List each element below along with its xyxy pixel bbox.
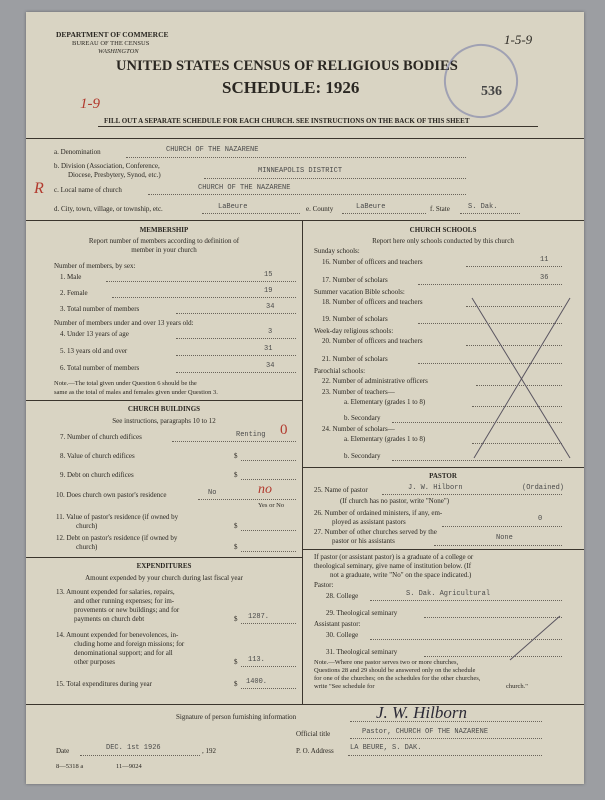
ordained-ministers-label: 26. Number of ordained ministers, if any, em- (314, 509, 443, 517)
date-label: Date (56, 747, 70, 755)
bureau-label: BUREAU OF THE CENSUS (72, 40, 150, 47)
other-churches-value: None (496, 534, 513, 542)
total-expenditures-value: 1400. (246, 678, 268, 686)
pastor-name-value: J. W. Hilborn (408, 484, 463, 492)
expense-14-line-2: cluding home and foreign missions; for (74, 640, 185, 648)
pastor-note-4: write "See schedule for (314, 683, 375, 690)
date-year-suffix: , 192 (202, 747, 216, 755)
division-value: MINNEAPOLIS DISTRICT (258, 167, 343, 175)
denomination-label: a. Denomination (54, 148, 101, 156)
debt-residence-dollar: $ (234, 543, 238, 551)
membership-note-2: same as the total of males and females given under Question 3. (54, 389, 218, 396)
state-label: f. State (430, 205, 450, 213)
assistant-college-label: 30. College (326, 631, 359, 639)
under-13-value: 3 (268, 328, 273, 336)
buildings-intro: See instructions, paragraphs 10 to 12 (112, 417, 216, 425)
official-title-label: Official title (296, 730, 331, 738)
debt-edifices-label: 9. Debt on church edifices (60, 471, 134, 479)
schools-intro: Report here only schools conducted by this church (372, 237, 514, 245)
value-edifices-dollar: $ (234, 452, 238, 460)
total-members-label: 3. Total number of members (60, 305, 140, 313)
over-13-value: 31 (264, 345, 273, 353)
division-label: b. Division (Association, Conference, (54, 162, 160, 170)
handwritten-note-left: 1-9 (80, 96, 100, 112)
expense-14-line-4: other purposes (74, 658, 116, 666)
ordained-ministers-value: 0 (538, 515, 543, 523)
other-churches-label: 27. Number of other churches served by the (314, 528, 437, 536)
pastor-residence-red-mark: no (258, 482, 272, 497)
local-name-value: CHURCH OF THE NAZARENE (198, 184, 291, 192)
schedule-title: SCHEDULE: 1926 (222, 78, 360, 97)
teachers-label: 23. Number of teachers— (322, 388, 395, 396)
city-town-value: LaBeure (218, 203, 248, 211)
summer-scholars-label: 19. Number of scholars (322, 315, 388, 323)
sunday-officers-value: 11 (540, 256, 549, 264)
pastor-note-1: Note.—Where one pastor serves two or more churches, (314, 659, 459, 666)
sunday-officers-label: 16. Number of officers and teachers (322, 258, 423, 266)
debt-edifices-dollar: $ (234, 471, 238, 479)
female-value: 19 (264, 287, 273, 295)
expense-13-value: 1287. (248, 613, 270, 621)
signature-label: Signature of person furnishing information (176, 713, 297, 721)
membership-intro-2: member in your church (131, 246, 197, 254)
membership-title: MEMBERSHIP (139, 226, 189, 234)
division-label-2: Diocese, Presbytery, Synod, etc.) (68, 171, 161, 179)
other-churches-label-2: pastor or his assistants (332, 537, 395, 545)
denomination-value: CHURCH OF THE NAZARENE (166, 146, 259, 154)
yes-no-hint: Yes or No (258, 502, 285, 509)
expense-14-dollar: $ (234, 658, 238, 666)
female-label: 2. Female (60, 289, 88, 297)
total-members-2-label: 6. Total number of members (60, 364, 140, 372)
expense-13-line-2: and other running expenses; for im- (74, 597, 175, 605)
pastor-note-3: for one of the churches; on the schedules for the other churches, (314, 675, 481, 682)
signature: J. W. Hilborn (376, 703, 467, 722)
date-value: DEC. 1st 1926 (106, 744, 161, 752)
total-members-value: 34 (266, 303, 275, 311)
over-13-label: 5. 13 years old and over (60, 347, 128, 355)
expense-13-line-4: payments on church debt (74, 615, 145, 623)
assistant-strike-mark (504, 614, 564, 662)
graduate-note-1: If pastor (or assistant pastor) is a graduate of a college or (314, 553, 474, 561)
value-residence-label-2: church) (76, 522, 98, 530)
membership-intro-1: Report number of members according to definition of (88, 237, 240, 245)
fill-out-instruction: FILL OUT A SEPARATE SCHEDULE FOR EACH CHURCH. SEE INSTRUCTIONS ON THE BACK OF THIS SHEET (104, 117, 470, 125)
under-13-label: 4. Under 13 years of age (60, 330, 129, 338)
expense-13-line-1: 13. Amount expended for salaries, repairs, (56, 588, 175, 596)
weekday-officers-label: 20. Number of officers and teachers (322, 337, 423, 345)
graduate-note-2: theological seminary, give name of institution below. (If (314, 562, 472, 570)
po-address-value: LA BEURE, S. DAK. (350, 744, 422, 752)
local-name-label: c. Local name of church (54, 186, 122, 194)
total-members-2-value: 34 (266, 362, 275, 370)
male-value: 15 (264, 271, 273, 279)
stamp-number: 536 (481, 84, 502, 99)
administrative-officers-label: 22. Number of administrative officers (322, 377, 428, 385)
assistant-pastor-label: Assistant pastor: (314, 620, 361, 628)
department-label: DEPARTMENT OF COMMERCE (56, 30, 169, 39)
pastor-seminary-label: 29. Theological seminary (326, 609, 398, 617)
value-edifices-label: 8. Value of church edifices (60, 452, 135, 460)
expense-14-line-3: denominational support; and for all (74, 649, 173, 657)
sunday-scholars-label: 17. Number of scholars (322, 276, 388, 284)
form-number: 8—5318 a (56, 763, 84, 770)
county-value: LaBeure (356, 203, 386, 211)
scholars-elementary-label: a. Elementary (grades 1 to 8) (344, 435, 426, 443)
schools-title: CHURCH SCHOOLS (409, 226, 477, 234)
male-label: 1. Male (60, 273, 82, 281)
church-edifices-label: 7. Number of church edifices (60, 433, 142, 441)
expenditures-intro: Amount expended by your church during last fiscal year (85, 574, 243, 582)
pastor-title: PASTOR (429, 472, 457, 480)
scholars-secondary-label: b. Secondary (344, 452, 381, 460)
expense-13-line-3: provements or new buildings; and for (74, 606, 180, 614)
teachers-elementary-label: a. Elementary (grades 1 to 8) (344, 398, 426, 406)
pastor-residence-label: 10. Does church own pastor's residence (56, 491, 167, 499)
city-label: WASHINGTON (98, 48, 139, 55)
expense-13-dollar: $ (234, 615, 238, 623)
pastor-note-4b: church." (506, 683, 528, 690)
pastor-residence-value: No (208, 489, 217, 497)
church-edifices-value: Renting (236, 431, 266, 439)
ordained-ministers-label-2: ployed as assistant pastors (332, 518, 406, 526)
census-schedule-sheet (26, 12, 584, 784)
pastor-college-label: 28. College (326, 592, 359, 600)
official-title-value: Pastor, CHURCH OF THE NAZARENE (362, 728, 489, 736)
county-label: e. County (306, 205, 334, 213)
pastor-college-value: S. Dak. Agricultural (406, 590, 491, 598)
weekday-scholars-label: 21. Number of scholars (322, 355, 388, 363)
form-number-2: 11—9024 (116, 763, 142, 770)
pastor-none-hint: (If church has no pastor, write "None") (340, 497, 450, 505)
expenditures-title: EXPENDITURES (136, 562, 192, 570)
scholars-label: 24. Number of scholars— (322, 425, 395, 433)
expense-14-line-1: 14. Amount expended for benevolences, in- (56, 631, 179, 639)
membership-note-1: Note.—The total given under Question 6 should be the (54, 380, 197, 387)
buildings-title: CHURCH BUILDINGS (127, 405, 201, 413)
total-expenditures-dollar: $ (234, 680, 238, 688)
margin-mark: R (34, 180, 44, 197)
summer-officers-label: 18. Number of officers and teachers (322, 298, 423, 306)
pastor-ordained-note: (Ordained) (522, 484, 565, 492)
debt-residence-label: 12. Debt on pastor's residence (if owned by (56, 534, 178, 542)
value-residence-label: 11. Value of pastor's residence (if owned by (56, 513, 179, 521)
debt-residence-label-2: church) (76, 543, 98, 551)
pastor-name-label: 25. Name of pastor (314, 486, 368, 494)
sunday-scholars-value: 36 (540, 274, 549, 282)
members-under-over-label: Number of members under and over 13 years old: (54, 319, 194, 327)
summer-schools-label: Summer vacation Bible schools: (314, 288, 405, 296)
total-expenditures-label: 15. Total expenditures during year (56, 680, 152, 688)
strike-through-mark (466, 294, 576, 462)
graduate-note-3: not a graduate, write "No" on the space indicated.) (330, 571, 472, 579)
expense-14-value: 113. (248, 656, 265, 664)
state-value: S. Dak. (468, 203, 498, 211)
members-by-sex-label: Number of members, by sex: (54, 262, 136, 270)
pastor-note-2: Questions 28 and 29 should be answered only on the schedule (314, 667, 476, 674)
po-address-label: P. O. Address (296, 747, 334, 755)
page-title: UNITED STATES CENSUS OF RELIGIOUS BODIES (116, 58, 458, 74)
sunday-schools-label: Sunday schools: (314, 247, 360, 255)
value-residence-dollar: $ (234, 522, 238, 530)
church-edifices-red-mark: 0 (280, 422, 288, 438)
parochial-schools-label: Parochial schools: (314, 367, 366, 375)
pastor-college-section-label: Pastor: (314, 581, 334, 589)
assistant-seminary-label: 31. Theological seminary (326, 648, 398, 656)
city-town-label: d. City, town, village, or township, etc. (54, 205, 163, 213)
weekday-schools-label: Week-day religious schools: (314, 327, 394, 335)
handwritten-note-top-right: 1-5-9 (504, 32, 533, 47)
teachers-secondary-label: b. Secondary (344, 414, 381, 422)
